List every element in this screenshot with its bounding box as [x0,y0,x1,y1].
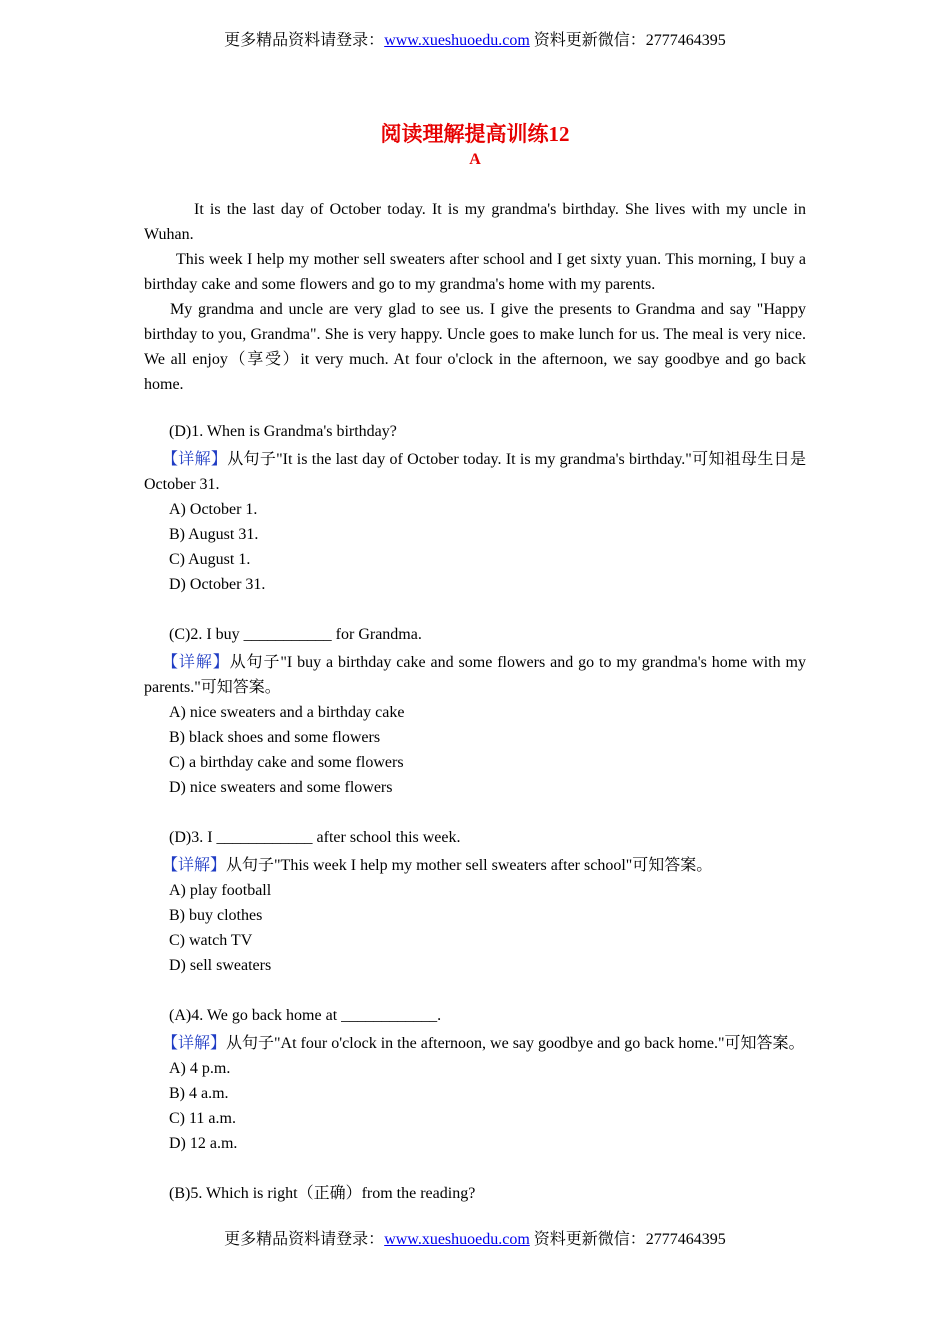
footer-prefix: 更多精品资料请登录： [224,1231,385,1248]
question-1-stem: (D)1. When is Grandma's birthday? [169,423,397,440]
header-prefix: 更多精品资料请登录： [224,32,385,49]
question-4-stem: (A)4. We go back home at ____________. [169,1007,442,1024]
question-1-option-b: B) August 31. [169,526,259,543]
question-2-option-a: A) nice sweaters and a birthday cake [169,704,405,721]
question-3-explanation [144,853,806,878]
question-2-explanation [144,650,806,700]
question-2-stem: (C)2. I buy ___________ for Grandma. [169,626,422,643]
explanation-tag: 【详解】 [162,654,230,671]
question-4-option-a: A) 4 p.m. [169,1060,231,1077]
passage-paragraph-2: This week I help my mother sell sweaters after school and I get sixty yuan. This morning, I buy a birthday cake and some flowers and go to my grandma's home with my parents. [144,251,806,293]
question-2-option-c: C) a birthday cake and some flowers [169,754,404,771]
header-suffix: 资料更新微信：2777464395 [529,32,726,49]
question-3-option-c: C) watch TV [169,932,253,949]
question-2-option-b: B) black shoes and some flowers [169,729,381,746]
question-1-option-d: D) October 31. [169,576,266,593]
passage-paragraph-1: It is the last day of October today. It is my grandma's birthday. She lives with my uncle in Wuhan. [144,201,806,243]
document-title: 阅读理解提高训练12 [380,122,570,146]
question-1-explanation [144,447,806,497]
document-body [144,197,806,1206]
footer-suffix: 资料更新微信：2777464395 [529,1231,726,1248]
question-3-option-d: D) sell sweaters [169,957,272,974]
explanation-text: 从句子"I buy a birthday cake and some flowers and go to my grandma's home with my parents."可知答案。 [144,654,806,696]
explanation-tag: 【详解】 [162,1035,227,1052]
explanation-text: 从句子"This week I help my mother sell sweaters after school"可知答案。 [226,857,713,874]
question-4-option-c: C) 11 a.m. [169,1110,236,1127]
explanation-text: 从句子"It is the last day of October today. It is my grandma's birthday."可知祖母生日是 October 31. [144,451,806,493]
question-3-stem: (D)3. I ____________ after school this week. [169,829,461,846]
section-label: A [469,151,481,168]
question-4-option-d: D) 12 a.m. [169,1135,238,1152]
header-website-link[interactable]: www.xueshuoedu.com [384,32,530,49]
page-header [0,31,950,51]
explanation-tag: 【详解】 [162,857,227,874]
question-4-explanation [144,1031,806,1056]
question-1-option-c: C) August 1. [169,551,251,568]
question-5-stem: (B)5. Which is right（正确）from the reading? [169,1185,476,1202]
question-3-option-a: A) play football [169,882,272,899]
explanation-text: 从句子"At four o'clock in the afternoon, we say goodbye and go back home."可知答案。 [226,1035,805,1052]
question-1-option-a: A) October 1. [169,501,258,518]
passage-paragraph-3: My grandma and uncle are very glad to see us. I give the presents to Grandma and say "Happy birthday to you, Grandma". She is very happy. Uncle goes to make lunch for us. The meal is very nice. We all enjoy（享受）it very much. At four o'clock in the afternoon, we say goodbye and go back home. [144,301,806,393]
question-4-option-b: B) 4 a.m. [169,1085,229,1102]
page-footer [0,1230,950,1250]
explanation-tag: 【详解】 [162,451,228,468]
footer-website-link[interactable]: www.xueshuoedu.com [384,1231,530,1248]
question-3-option-b: B) buy clothes [169,907,263,924]
question-2-option-d: D) nice sweaters and some flowers [169,779,393,796]
